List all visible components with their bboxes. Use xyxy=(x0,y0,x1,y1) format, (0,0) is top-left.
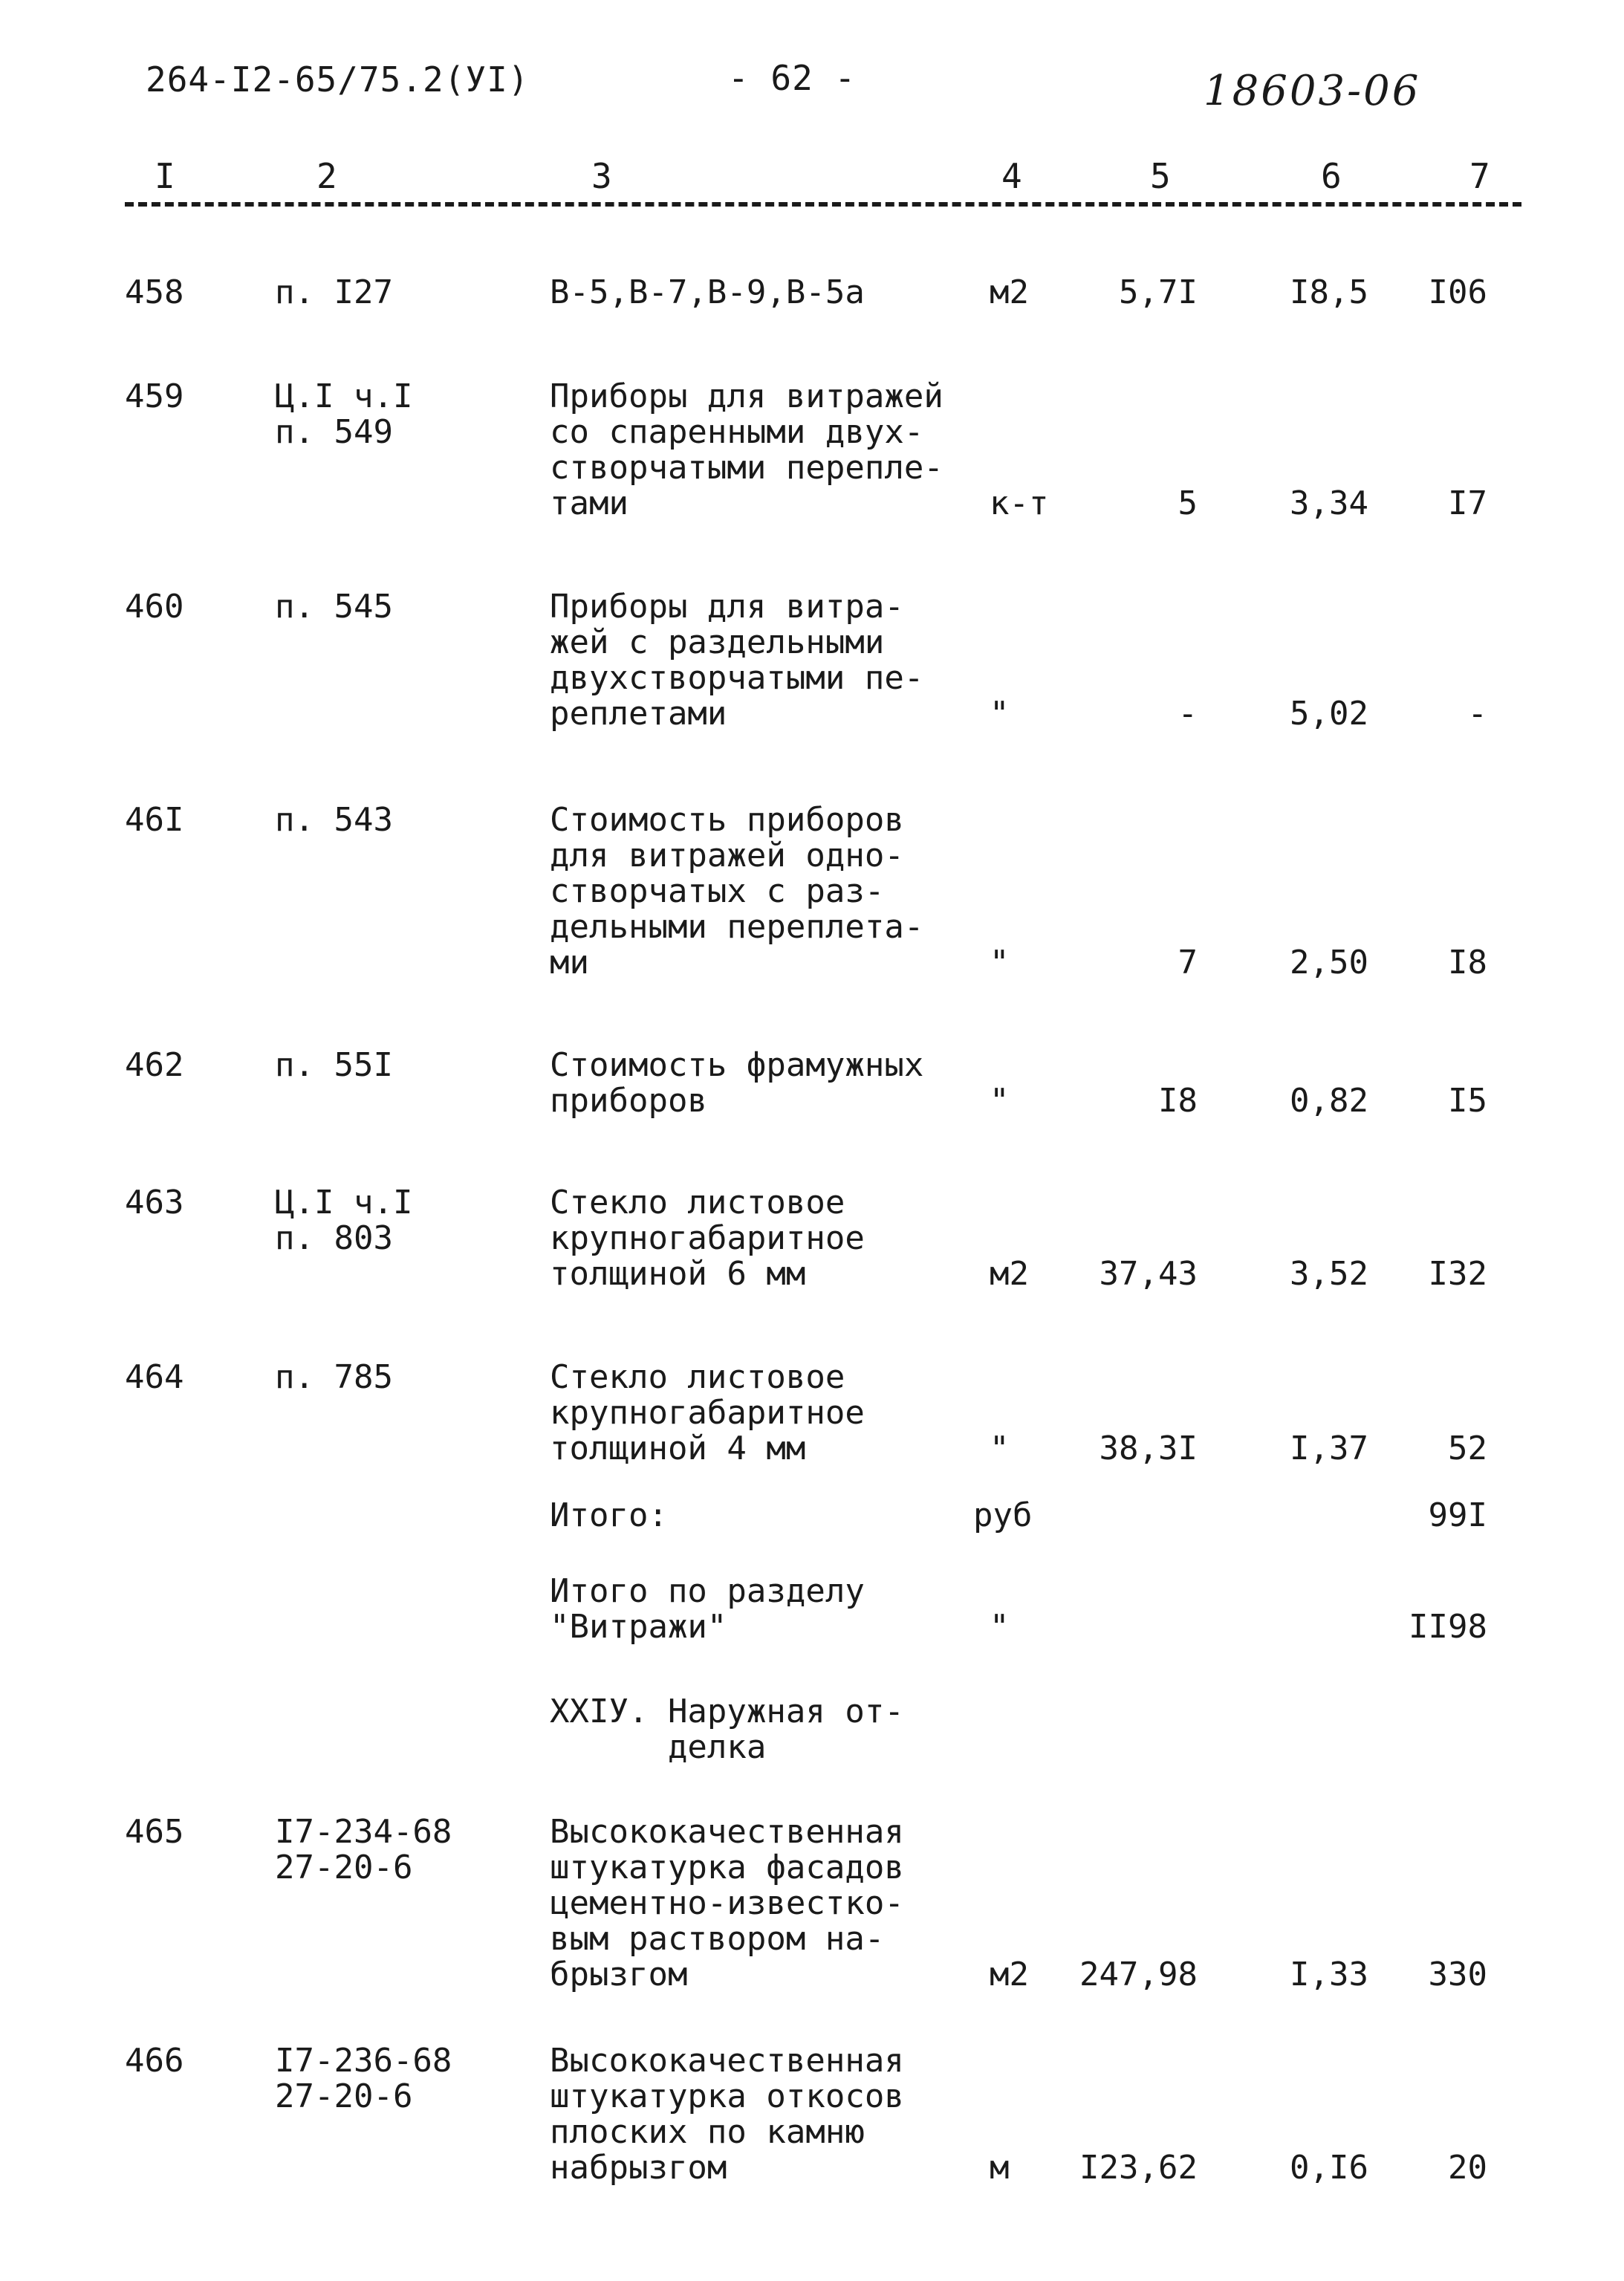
unit-price: 3,52 xyxy=(1290,1255,1368,1293)
handwritten-code: 18603-06 xyxy=(1204,67,1421,115)
reference: п. 785 xyxy=(275,1358,393,1396)
reference: I7-236-68 27-20-6 xyxy=(275,2042,452,2115)
page-number: - 62 - xyxy=(728,58,857,98)
unit-price: 2,50 xyxy=(1290,944,1368,981)
item-name: Высококачественная штукатурка фасадов цементно-известко- вым раствором на- брызгом xyxy=(550,1813,904,1993)
unit: м xyxy=(990,2149,1010,2187)
unit: " xyxy=(990,695,1010,733)
unit: м2 xyxy=(990,273,1029,311)
total: I32 xyxy=(1428,1255,1487,1293)
item-name: Высококачественная штукатурка откосов плоских по камню набрызгом xyxy=(550,2042,904,2187)
total: 20 xyxy=(1448,2149,1487,2187)
unit-price: I,33 xyxy=(1290,1956,1368,1993)
quantity: - xyxy=(1178,695,1198,733)
total: I7 xyxy=(1448,484,1487,522)
reference: Ц.I ч.I п. 549 xyxy=(275,377,413,451)
unit: " xyxy=(990,944,1010,981)
row-number: 466 xyxy=(125,2042,184,2080)
total: 330 xyxy=(1428,1956,1487,1993)
item-name: Стекло листовое крупногабаритное толщиной 4 мм xyxy=(550,1358,865,1467)
item-name: Стекло листовое крупногабаритное толщиной 6 мм xyxy=(550,1184,865,1293)
reference: п. I27 xyxy=(275,273,393,311)
header-dashed-line xyxy=(125,202,1521,207)
column-number: 6 xyxy=(1321,156,1342,196)
unit-price: 5,02 xyxy=(1290,695,1368,733)
unit-price: 0,I6 xyxy=(1290,2149,1368,2187)
column-number: 2 xyxy=(316,156,337,196)
document-code: 264-I2-65/75.2(УI) xyxy=(146,59,530,100)
item-name: Итого: xyxy=(550,1496,668,1534)
total: II98 xyxy=(1409,1608,1487,1646)
item-name: Стоимость приборов для витражей одно- створчатых с раз- дельными переплета- ми xyxy=(550,801,924,981)
row-number: 46I xyxy=(125,801,184,839)
row-number: 459 xyxy=(125,377,184,415)
quantity: 5 xyxy=(1178,484,1198,522)
row-number: 458 xyxy=(125,273,184,311)
total: I8 xyxy=(1448,944,1487,981)
column-number: I xyxy=(155,156,175,196)
section-heading: XXIУ. Наружная от- делка xyxy=(550,1693,904,1766)
column-number: 7 xyxy=(1469,156,1490,196)
total: 99I xyxy=(1428,1496,1487,1534)
total: I06 xyxy=(1428,273,1487,311)
unit: м2 xyxy=(990,1255,1029,1293)
unit: " xyxy=(990,1082,1010,1120)
total: - xyxy=(1467,695,1487,733)
row-number: 464 xyxy=(125,1358,184,1396)
item-name: Итого по разделу "Витражи" xyxy=(550,1572,865,1646)
row-number: 465 xyxy=(125,1813,184,1851)
item-name: В-5,В-7,В-9,В-5а xyxy=(550,273,865,311)
unit: м2 xyxy=(990,1956,1029,1993)
unit: " xyxy=(990,1430,1010,1467)
quantity: I23,62 xyxy=(1079,2149,1198,2187)
total: 52 xyxy=(1448,1430,1487,1467)
reference: I7-234-68 27-20-6 xyxy=(275,1813,452,1886)
row-number: 462 xyxy=(125,1046,184,1084)
quantity: 5,7I xyxy=(1119,273,1198,311)
quantity: 7 xyxy=(1178,944,1198,981)
column-number: 5 xyxy=(1150,156,1171,196)
item-name: Приборы для витра- жей с раздельными двухстворчатыми пе- реплетами xyxy=(550,588,924,733)
reference: п. 545 xyxy=(275,588,393,626)
row-number: 460 xyxy=(125,588,184,626)
quantity: 247,98 xyxy=(1079,1956,1198,1993)
reference: п. 543 xyxy=(275,801,393,839)
unit: " xyxy=(990,1608,1010,1646)
reference: Ц.I ч.I п. 803 xyxy=(275,1184,413,1257)
row-number: 463 xyxy=(125,1184,184,1221)
column-number: 3 xyxy=(591,156,612,196)
total: I5 xyxy=(1448,1082,1487,1120)
unit: руб xyxy=(973,1496,1033,1534)
quantity: I8 xyxy=(1158,1082,1198,1120)
quantity: 38,3I xyxy=(1099,1430,1198,1467)
unit-price: I8,5 xyxy=(1290,273,1368,311)
reference: п. 55I xyxy=(275,1046,393,1084)
column-number: 4 xyxy=(1001,156,1022,196)
quantity: 37,43 xyxy=(1099,1255,1198,1293)
unit: к-т xyxy=(990,484,1049,522)
column-number-header xyxy=(125,156,1521,215)
item-name: Стоимость фрамужных приборов xyxy=(550,1046,924,1120)
unit-price: I,37 xyxy=(1290,1430,1368,1467)
unit-price: 3,34 xyxy=(1290,484,1368,522)
unit-price: 0,82 xyxy=(1290,1082,1368,1120)
item-name: Приборы для витражей со спаренными двух- створчатыми перепле- тами xyxy=(550,377,943,522)
